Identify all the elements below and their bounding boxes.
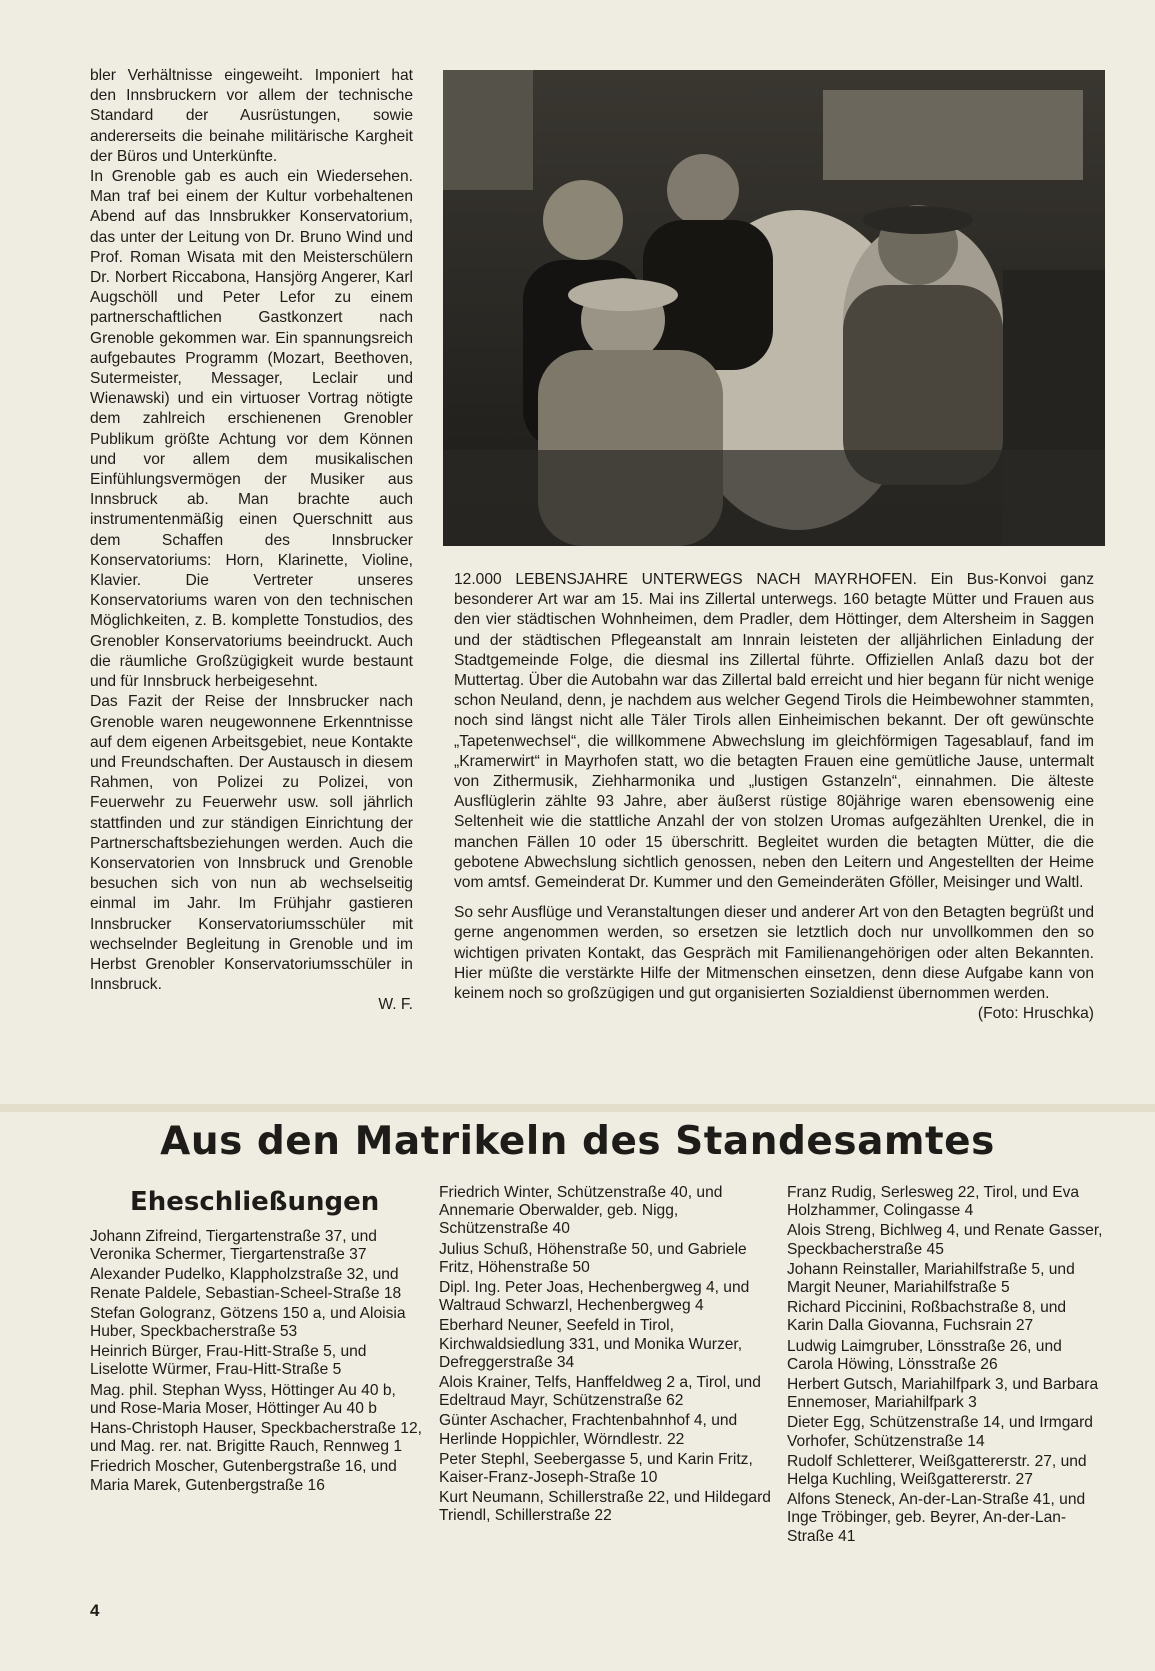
marriage-entry: Heinrich Bürger, Frau-Hitt-Straße 5, und Liselotte Würmer, Frau-Hitt-Straße 5 (90, 1343, 367, 1379)
marriage-entry: Kurt Neumann, Schillerstraße 22, und Hildegard Triendl, Schillerstraße 22 (439, 1489, 771, 1525)
marriages-column-1 (90, 1228, 425, 1497)
marriage-entry: Mag. phil. Stephan Wyss, Höttinger Au 40 b, und Rose-Maria Moser, Höttinger Au 40 b (90, 1381, 396, 1417)
marriage-entry: Stefan Gologranz, Götzens 150 a, und Aloisia Huber, Speckbacherstraße 53 (90, 1304, 406, 1341)
event-photo (443, 70, 1105, 546)
marriage-entry: Alois Streng, Bichlweg 4, und Renate Gasser, Speckbacherstraße 45 (787, 1222, 1103, 1258)
marriage-entry: Franz Rudig, Serlesweg 22, Tirol, und Eva Holzhammer, Colingasse 4 (787, 1184, 1080, 1220)
photo-credit: (Foto: Hruschka) (977, 1005, 1094, 1023)
marriage-entry: Ludwig Laimgruber, Lönsstraße 26, und Carola Höwing, Lönsstraße 26 (787, 1337, 1062, 1373)
caption-paragraph: 12.000 LEBENSJAHRE UNTERWEGS NACH MAYRHOFEN. Ein Bus-Konvoi ganz besonderer Art war am 15. Mai ins Zillertal unterwegs. 160 betagte Mütter und Frauen aus den vier städtischen Wohnheimen, dem Pradler, dem Höttinger, dem Altersheim in Saggen und der städtischen Pflegeanstalt am Innrain leisteten der alljährlichen Einladung der Stadtgemeinde Folge, die diesmal ins Zillertal führte. Offiziellen Anlaß dazu bot der Muttertag. Über die Autobahn war das Zillertal bald erreicht und hier begann für nicht wenige schon Neuland, denn, je nachdem aus welcher Gegend Tirols die Heimbewohner stammten, noch sind längst nicht alle Täler Tirols allen Einheimischen bekannt. Der oft gewünschte „Tapetenwechsel“, die willkommene Abwechslung im gleichförmigen Tagesablauf, fand im „Kramerwirt“ in Mayrhofen statt, wo die betagten Frauen eine gemütliche Jause, untermalt von Zithermusik, Ziehharmonika und „lustigen Gstanzeln“, einnahmen. Die älteste Ausflüglerin zählte 93 Jahre, aber äußerst rüstige 80jährige waren ebensowenig eine Seltenheit wie die stattliche Anzahl der von stolzen Uromas aufgezählten Urenkel, die in manchen Fällen 10 oder 15 überschritt. Begleitet wurden die betagten Mütter, die die gebotene Abwechslung sichtlich genossen, neben den Leitern und Angestellten der Heime vom amtsf. Gemeinderat Dr. Kummer und den Gemeinderäten Gföller, Meisinger und Waltl. (454, 571, 1094, 892)
photo-caption (454, 570, 1094, 1024)
marriage-entry: Herbert Gutsch, Mariahilfpark 3, und Barbara Ennemoser, Mariahilfpark 3 (787, 1376, 1099, 1412)
marriage-entry: Richard Piccinini, Roßbachstraße 8, und Karin Dalla Giovanna, Fuchsrain 27 (787, 1299, 1067, 1335)
marriage-entry: Alfons Steneck, An-der-Lan-Straße 41, und Inge Tröbinger, geb. Beyrer, An-der-Lan-Straße 41 (787, 1491, 1086, 1545)
marriage-entry: Rudolf Schletterer, Weißgattererstr. 27, und Helga Kuchling, Weißgattererstr. 27 (787, 1452, 1087, 1489)
marriage-entry: Hans-Christoph Hauser, Speckbacherstraße 12, und Mag. rer. nat. Brigitte Rauch, Rennweg 1 (90, 1420, 422, 1456)
marriage-entry: Julius Schuß, Höhenstraße 50, und Gabriele Fritz, Höhenstraße 50 (439, 1240, 747, 1276)
marriage-entry: Alois Krainer, Telfs, Hanffeldweg 2 a, Tirol, und Edeltraud Mayr, Schützenstraße 62 (439, 1374, 761, 1410)
article-paragraph: bler Verhältnisse eingeweiht. Imponiert hat den Innsbruckern vor allem der technische Standard der Ausrüstungen, sowie andererseits die beinahe militärische Kargheit der Büros und Unterkünfte. (90, 67, 413, 165)
section-headline: Aus den Matrikeln des Standesamtes (160, 1119, 995, 1164)
article-paragraph: In Grenoble gab es auch ein Wiedersehen. Man traf bei einem der Kultur vorbehaltenen Abend auf das Innsbrukker Konservatorium, das unter der Leitung von Dr. Bruno Wind und Prof. Roman Wisata mit den Meisterschülern Dr. Norbert Riccabona, Hansjörg Angerer, Karl Augschöll und Peter Lefor zu einem partnerschaftlichen Gastkonzert nach Grenoble gekommen war. Ein spannungsreich aufgebautes Programm (Mozart, Beethoven, Sutermeister, Messager, Leclair und Wienawski) und ein virtuoser Vortrag nötigte dem zahlreich erschienenen Grenobler Publikum größte Achtung vor dem Können und vor allem dem musikalischen Einfühlungsvermögen der Musiker aus Innsbruck ab. Man brachte auch instrumentenmäßig einen Querschnitt aus dem Schaffen des Innsbrucker Konservatoriums: Horn, Klarinette, Violine, Klavier. Die Vertreter unseres Konservatoriums waren von den technischen Möglichkeiten, z. B. komplette Tonstudios, des Grenobler Konservatoriums beeindruckt. Auch die räumliche Großzügigkeit wurde bestaunt und für Innsbruck herbeigesehnt. (90, 168, 413, 691)
caption-paragraph-2 (454, 903, 1094, 1023)
page-number: 4 (90, 1601, 100, 1620)
article-signature-row (90, 995, 413, 1015)
article-signature: W. F. (378, 996, 413, 1014)
marriages-column-2 (439, 1184, 777, 1528)
marriage-entry: Dieter Egg, Schützenstraße 14, und Irmgard Vorhofer, Schützenstraße 14 (787, 1414, 1093, 1450)
marriage-entry: Alexander Pudelko, Klappholzstraße 32, und Renate Paldele, Sebastian-Scheel-Straße 18 (90, 1266, 402, 1302)
left-article-column (90, 66, 413, 1016)
marriage-entry: Johann Zifreind, Tiergartenstraße 37, und Veronika Schermer, Tiergartenstraße 37 (90, 1228, 377, 1264)
marriage-entry: Günter Aschacher, Frachtenbahnhof 4, und Herlinde Hoppichler, Wörndlestr. 22 (439, 1412, 738, 1448)
section-divider (0, 1104, 1155, 1112)
photo-illustration (443, 70, 1105, 546)
article-paragraph: Das Fazit der Reise der Innsbrucker nach Grenoble waren neugewonnene Erkenntnisse auf dem eigenen Arbeitsgebiet, neue Kontakte und Freundschaften. Der Austausch in diesem Rahmen, von Polizei zu Polizei, von Feuerwehr zu Feuerwehr usw. soll jährlich stattfinden und zur ständigen Einrichtung der Partnerschaftsbeziehungen werden. Auch die Konservatorien von Innsbruck und Grenoble besuchen sich von nun ab wechselseitig einmal im Jahr. Im Frühjahr gastieren Innsbrucker Konservatoriumsschüler mit wechselnder Begleitung in Grenoble und im Herbst Grenobler Konservatoriumsschüler in Innsbruck. (90, 693, 413, 994)
caption-text: So sehr Ausflüge und Veranstaltungen dieser und anderer Art von den Betagten begrüßt und gerne angenommen werden, so ersetzen sie letztlich doch nur unvollkommen den so wichtigen privaten Kontakt, das Gespräch mit Familienangehörigen oder alten Bekannten. Hier müßte die verstärkte Hilfe der Mitmenschen einsetzen, denn diese Aufgabe kann von keinem noch so großzügigen und gut organisierten Sozialdienst übernommen werden. (454, 904, 1094, 1003)
marriage-entry: Friedrich Moscher, Gutenbergstraße 16, und Maria Marek, Gutenbergstraße 16 (90, 1458, 397, 1494)
marriage-entry: Dipl. Ing. Peter Joas, Hechenbergweg 4, und Waltraud Schwarzl, Hechenbergweg 4 (439, 1279, 750, 1315)
marriage-entry: Friedrich Winter, Schützenstraße 40, und Annemarie Oberwalder, geb. Nigg, Schützenstraße 40 (439, 1184, 723, 1238)
marriage-entry: Peter Stephl, Seebergasse 5, und Karin Fritz, Kaiser-Franz-Joseph-Straße 10 (439, 1450, 753, 1487)
section-subheading: Eheschließungen (130, 1187, 380, 1217)
marriage-entry: Johann Reinstaller, Mariahilfstraße 5, und Margit Neuner, Mariahilfstraße 5 (787, 1260, 1075, 1297)
marriages-column-3 (787, 1184, 1105, 1548)
marriage-entry: Eberhard Neuner, Seefeld in Tirol, Kirchwaldsiedlung 331, und Monika Wurzer, Defreggerstraße 34 (439, 1317, 743, 1371)
